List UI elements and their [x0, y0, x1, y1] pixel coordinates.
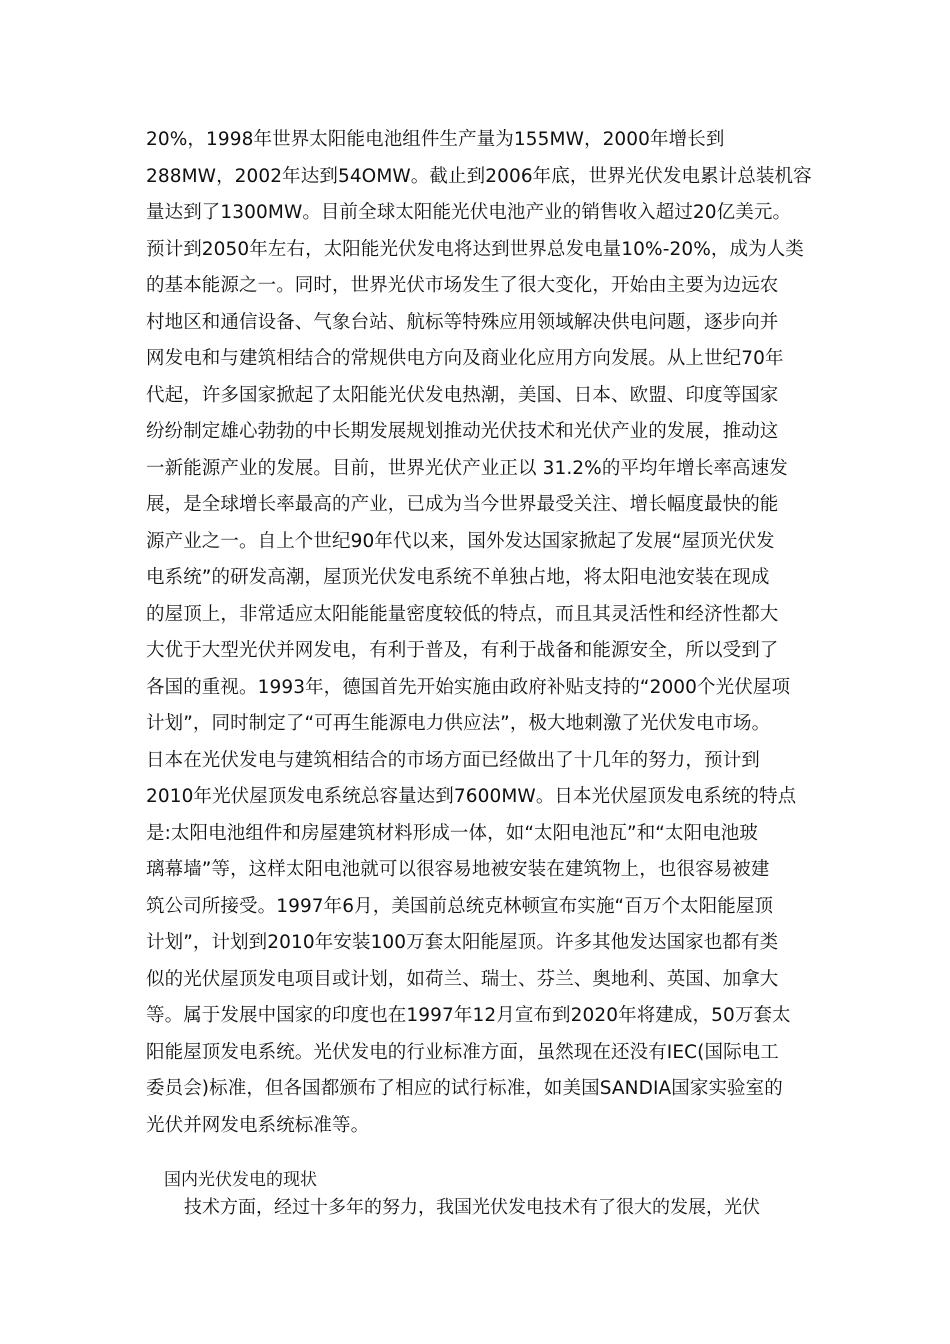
body-line: 委员会)标准，但各国都颁布了相应的试行标准，如美国SANDIA国家实验室的 [146, 1078, 783, 1099]
body-line: 光伏并网发电系统标准等。 [146, 1114, 370, 1136]
body-line: 日本在光伏发电与建筑相结合的市场方面已经做出了十几年的努力，预计到 [146, 749, 760, 771]
body-line: 村地区和通信设备、气象台站、航标等特殊应用领域解决供电问题，逐步向并 [146, 311, 779, 333]
body-line: 代起，许多国家掀起了太阳能光伏发电热潮，美国、日本、欧盟、印度等国家 [146, 384, 779, 406]
body-line: 的屋顶上，非常适应太阳能能量密度较低的特点，而且其灵活性和经济性都大 [146, 603, 779, 625]
body-line: 展，是全球增长率最高的产业，已成为当今世界最受关注、增长幅度最快的能 [146, 494, 779, 515]
body-line: 20%，1998年世界太阳能电池组件生产量为155MW，2000年增长到 [146, 129, 725, 150]
body-line: 2010年光伏屋顶发电系统总容量达到7600MW。日本光伏屋顶发电系统的特点 [146, 786, 797, 807]
body-line: 源产业之一。自上个世纪90年代以来，国外发达国家掀起了发展“屋顶光伏发 [146, 530, 775, 552]
section-heading: 国内光伏发电的现状 [164, 1170, 317, 1190]
body-line: 量达到了1300MW。目前全球太阳能光伏电池产业的销售收入超过20亿美元。 [146, 202, 792, 223]
body-line: 等。属于发展中国家的印度也在1997年12月宣布到2020年将建成，50万套太 [146, 1005, 791, 1026]
body-line: 的基本能源之一。同时，世界光伏市场发生了很大变化，开始由主要为边远农 [146, 275, 779, 296]
body-line: 似的光伏屋顶发电项目或计划，如荷兰、瑞士、芬兰、奥地利、英国、加拿大 [146, 968, 779, 990]
body-text [146, 122, 836, 1144]
body-line: 计划”，计划到2010年安装100万套太阳能屋顶。许多其他发达国家也都有类 [146, 932, 779, 953]
body-line: 预计到2050年左右，太阳能光伏发电将达到世界总发电量10%-20%，成为人类 [146, 238, 804, 260]
body-line: 纷纷制定雄心勃勃的中长期发展规划推动光伏技术和光伏产业的发展，推动这 [146, 421, 779, 442]
body-line: 阳能屋顶发电系统。光伏发电的行业标准方面，虽然现在还没有IEC(国际电工 [146, 1041, 779, 1063]
body-line: 璃幕墙”等，这样太阳电池就可以很容易地被安装在建筑物上，也很容易被建 [146, 859, 770, 880]
body-line: 一新能源产业的发展。目前，世界光伏产业正以 31.2%的平均年增长率高速发 [146, 457, 788, 479]
body-line: 电系统”的研发高潮，屋顶光伏发电系统不单独占地，将太阳电池安装在现成 [146, 567, 770, 588]
body-line: 288MW，2002年达到54OMW。截止到2006年底，世界光伏发电累计总装机容 [146, 165, 812, 187]
body-line: 筑公司所接受。1997年6月，美国前总统克林顿宣布实施“百万个太阳能屋顶 [146, 895, 774, 917]
body-line: 网发电和与建筑相结合的常规供电方向及商业化应用方向发展。从上世纪70年 [146, 348, 784, 369]
body-line: 各国的重视。1993年，德国首先开始实施由政府补贴支持的“2000个光伏屋项 [146, 676, 791, 698]
body-line: 是:太阳电池组件和房屋建筑材料形成一体，如“太阳电池瓦”和“太阳电池玻 [146, 822, 758, 844]
body-line: 计划”，同时制定了“可再生能源电力供应法”，极大地刺激了光伏发电市场。 [146, 713, 771, 734]
body-line: 大优于大型光伏并网发电，有利于普及，有利于战备和能源安全，所以受到了 [146, 640, 779, 661]
next-paragraph: 技术方面，经过十多年的努力，我国光伏发电技术有了很大的发展，光伏 [184, 1197, 760, 1218]
